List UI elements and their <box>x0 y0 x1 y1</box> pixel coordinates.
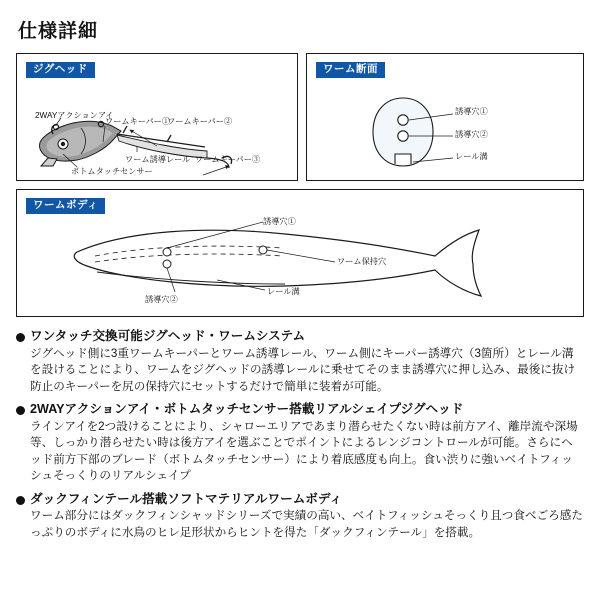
section-heading: ダックフィンテール搭載ソフトマテリアルワームボディ <box>30 491 343 506</box>
bullet-dot-icon <box>16 496 25 505</box>
section-item <box>16 402 584 485</box>
section-heading-row <box>16 492 584 508</box>
callout-guide-hole-1: 誘導穴① <box>455 107 488 116</box>
section-heading: ワンタッチ交換可能ジグヘッド・ワームシステム <box>30 329 306 343</box>
callout-rail-groove: レール溝 <box>455 152 488 161</box>
callout-body-guide-hole-2: 誘導穴② <box>145 295 178 304</box>
callout-worm-keeper-3: ワームキーパー③ <box>195 155 261 164</box>
callout-bottom-touch-sensor: ボトムタッチセンサー <box>71 167 153 176</box>
section-item <box>16 329 584 395</box>
worm-section-diagram <box>307 54 585 182</box>
section-heading-row <box>16 329 584 345</box>
worm-body-diagram <box>17 190 585 318</box>
panel-worm-section <box>306 53 584 181</box>
callout-body-rail-groove: レール溝 <box>267 287 300 296</box>
callout-worm-keeper-2: ワームキーパー② <box>167 117 233 126</box>
section-heading-row <box>16 402 584 418</box>
section-body: ラインアイを2つ設けることにより、シャローエリアであまり潜らせたくない時は前方アイ、離岸流や深場等、しっかり潜らせたい時は後方アイを選ぶことでポイントによるレンジコントロールが可能。さらにヘッド前方下部のブレード（ボトムタッチセンサー）により着底感度も向上。食い渋りに強いベイトフィッシュそっくりのリアルシェイプ <box>30 419 578 483</box>
panel-jighead-label: ジグヘッド <box>26 62 95 78</box>
panel-worm-body <box>16 189 584 317</box>
bullet-dot-icon <box>16 406 25 415</box>
spec-sections <box>16 329 584 541</box>
panel-worm-section-label: ワーム断面 <box>316 62 385 78</box>
bullet-dot-icon <box>16 333 25 342</box>
panel-jighead <box>16 53 298 181</box>
callout-worm-retain-hole: ワーム保持穴 <box>337 257 387 266</box>
section-body: ジグヘッド側に3重ワームキーパーとワーム誘導レール、ワーム側にキーパー誘導穴（3箇所）とレール溝を設けることにより、ワームをジグヘッドの誘導レールに乗せてそのまま誘導穴に押し込み、最後に抜け防止のキーパーを尻の保持穴にセットするだけで簡単に装着が可能。 <box>30 346 576 393</box>
callout-worm-keeper-1: ワームキーパー① <box>105 117 171 126</box>
panel-worm-body-label: ワームボディ <box>26 198 105 214</box>
callout-worm-rail: ワーム誘導レール <box>125 155 191 164</box>
callout-guide-hole-2: 誘導穴② <box>455 130 488 139</box>
callout-body-guide-hole-1: 誘導穴① <box>263 217 296 226</box>
section-body: ワーム部分にはダックフィンシャッドシリーズで実績の高い、ベイトフィッシュそっくり且つ食べごろ感たっぷりのボディに水鳥のヒレ足形状からヒントを得た「ダックフィンテール」を搭載。 <box>30 509 583 539</box>
section-item <box>16 492 584 542</box>
callout-2way-action-eye: 2WAYアクションアイ <box>35 111 114 120</box>
section-heading: 2WAYアクションアイ・ボトムタッチセンサー搭載リアルシェイプジグヘッド <box>30 402 464 417</box>
top-panels-row <box>16 53 584 181</box>
page-title: 仕様詳細 <box>18 21 99 42</box>
